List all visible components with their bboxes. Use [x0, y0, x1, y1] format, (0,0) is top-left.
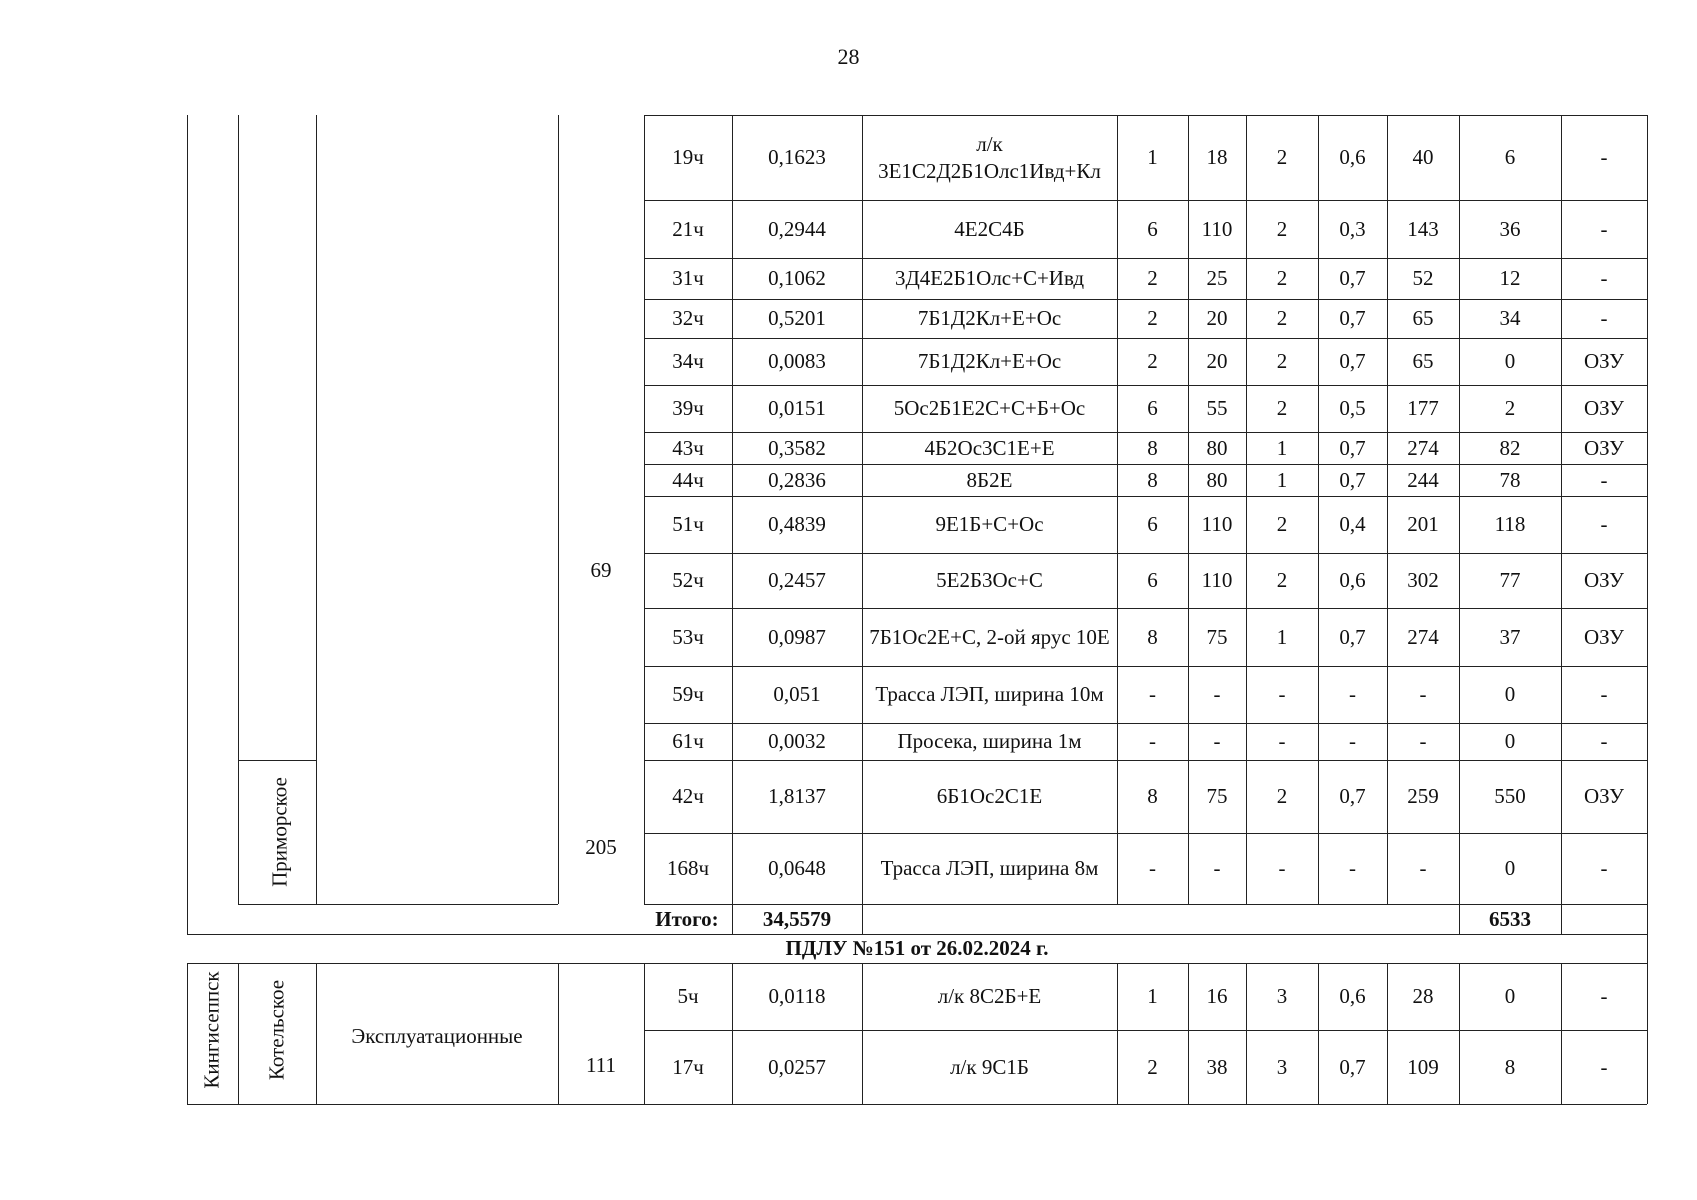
- age-cell: -: [1213, 682, 1221, 706]
- stock-cell: 36: [1499, 216, 1521, 241]
- stock-cell: 37: [1499, 624, 1521, 649]
- category-cell: ОЗУ: [1583, 624, 1625, 649]
- area-cell: 0,0118: [768, 984, 826, 1008]
- table-rule-vertical: [1117, 115, 1118, 904]
- category-cell: ОЗУ: [1583, 349, 1625, 373]
- density-cell: 0,6: [1339, 984, 1366, 1008]
- category-cell: -: [1600, 306, 1608, 330]
- category-cell: -: [1600, 467, 1608, 492]
- age-class-cell: 1: [1147, 145, 1158, 169]
- purpose-column-rule: [558, 115, 559, 904]
- table-rule-vertical: [1246, 963, 1247, 1104]
- composition-cell: 5Ос2Б1Е2С+С+Б+Ос: [893, 396, 1086, 420]
- table-rule-vertical: [862, 904, 863, 934]
- forestry-column-rule: [187, 115, 188, 935]
- bonitet-cell: 2: [1276, 266, 1288, 290]
- composition-cell: 4Е2С4Б: [954, 216, 1025, 241]
- age-cell: -: [1213, 729, 1221, 753]
- age-class-cell: 2: [1147, 349, 1158, 373]
- table-rule-vertical: [1318, 115, 1319, 904]
- stock-per-ha-cell: 52: [1412, 266, 1434, 290]
- stock-per-ha-cell: 109: [1407, 1054, 1439, 1079]
- forestry-column-rule: [187, 963, 188, 1104]
- vydel-cell: 51ч: [672, 512, 704, 536]
- stock-per-ha-cell: -: [1419, 682, 1427, 706]
- bonitet-cell: 1: [1276, 435, 1288, 460]
- bonitet-cell: -: [1278, 856, 1286, 880]
- table-rule-vertical: [732, 115, 733, 904]
- table-rule-vertical: [1459, 115, 1460, 904]
- table-right-rule: [1647, 904, 1648, 964]
- area-cell: 0,1062: [768, 266, 826, 290]
- density-cell: 0,7: [1339, 467, 1366, 492]
- density-cell: -: [1349, 729, 1356, 753]
- composition-cell: л/к 3Е1С2Д2Б1Олс1Ивд+Кл: [878, 131, 1101, 183]
- bonitet-cell: 2: [1276, 396, 1288, 420]
- age-cell: 20: [1206, 306, 1228, 330]
- composition-cell: 7Б1Д2Кл+Е+Ос: [917, 306, 1062, 330]
- age-class-cell: -: [1149, 682, 1156, 706]
- area-cell: 0,4839: [768, 512, 826, 536]
- category-cell: -: [1600, 145, 1608, 169]
- stock-per-ha-cell: -: [1419, 729, 1427, 753]
- table-rule-vertical: [1117, 963, 1118, 1104]
- density-cell: 0,7: [1339, 349, 1366, 373]
- stock-cell: 34: [1499, 306, 1521, 330]
- density-cell: 0,3: [1339, 216, 1366, 241]
- vydel-cell: 61ч: [672, 729, 704, 753]
- category-cell: -: [1600, 1054, 1608, 1079]
- age-class-cell: 8: [1147, 624, 1158, 649]
- vydel-cell: 32ч: [672, 306, 704, 330]
- table-rule-vertical: [1387, 963, 1388, 1104]
- age-class-cell: 6: [1147, 568, 1158, 592]
- age-class-cell: 8: [1147, 467, 1158, 492]
- age-class-cell: 6: [1147, 216, 1158, 241]
- age-class-cell: 8: [1147, 784, 1158, 808]
- category-cell: -: [1600, 682, 1608, 706]
- area-cell: 0,1623: [768, 145, 826, 169]
- purpose-column-rule: [316, 115, 317, 904]
- density-cell: 0,6: [1339, 145, 1366, 169]
- area-cell: 0,2944: [768, 216, 826, 241]
- stock-cell: 0: [1504, 856, 1516, 880]
- table-rule-vertical: [862, 115, 863, 904]
- vydel-cell: 39ч: [672, 396, 704, 420]
- age-class-cell: 1: [1147, 984, 1158, 1008]
- section-title: ПДЛУ №151 от 26.02.2024 г.: [785, 936, 1049, 960]
- age-class-cell: 6: [1147, 396, 1158, 420]
- density-cell: -: [1349, 682, 1356, 706]
- bonitet-cell: 3: [1276, 1054, 1288, 1079]
- vydel-cell: 44ч: [672, 467, 704, 492]
- age-cell: 75: [1206, 624, 1228, 649]
- area-cell: 1,8137: [768, 784, 826, 808]
- vydel-cell: 168ч: [666, 856, 710, 880]
- area-cell: 0,3582: [768, 435, 826, 460]
- category-cell: ОЗУ: [1583, 784, 1625, 808]
- composition-cell: 8Б2Е: [966, 467, 1013, 492]
- area-cell: 0,2836: [768, 467, 826, 492]
- table-rule-vertical: [1318, 963, 1319, 1104]
- density-cell: 0,7: [1339, 306, 1366, 330]
- age-cell: 80: [1206, 467, 1228, 492]
- area-cell: 0,0257: [768, 1054, 826, 1079]
- quarter-number: 205: [585, 834, 617, 859]
- district-column-rule: [238, 963, 239, 1104]
- table-rule-vertical: [732, 963, 733, 1104]
- page-number: 28: [837, 44, 860, 69]
- age-cell: 110: [1201, 568, 1233, 592]
- table-rule-vertical: [1246, 115, 1247, 904]
- stock-cell: 78: [1499, 467, 1521, 492]
- age-class-cell: 2: [1147, 1054, 1158, 1079]
- table-rule-vertical: [1459, 963, 1460, 1104]
- vydel-cell: 52ч: [672, 568, 704, 592]
- composition-cell: 6Б1Ос2С1Е: [936, 784, 1043, 808]
- table-rule-vertical: [1561, 963, 1562, 1104]
- vydel-cell: 31ч: [672, 266, 704, 290]
- area-cell: 0,0987: [768, 624, 826, 649]
- stock-per-ha-cell: 28: [1412, 984, 1434, 1008]
- composition-cell: 4Б2Ос3С1Е+Е: [924, 435, 1055, 460]
- vydel-cell: 43ч: [672, 435, 704, 460]
- vydel-cell: 17ч: [672, 1054, 704, 1079]
- composition-cell: л/к 9С1Б: [950, 1054, 1029, 1079]
- category-cell: -: [1600, 512, 1608, 536]
- quarter-number: 111: [586, 1052, 616, 1077]
- bonitet-cell: -: [1278, 729, 1286, 753]
- density-cell: 0,6: [1339, 568, 1366, 592]
- bonitet-cell: 1: [1276, 624, 1288, 649]
- bonitet-cell: -: [1278, 682, 1286, 706]
- category-cell: ОЗУ: [1583, 435, 1625, 460]
- stock-cell: 8: [1504, 1054, 1516, 1079]
- district-name-vertical: Котельское: [264, 979, 289, 1081]
- composition-cell: Трасса ЛЭП, ширина 10м: [875, 682, 1104, 706]
- composition-cell: Трасса ЛЭП, ширина 8м: [880, 856, 1099, 880]
- age-cell: 18: [1206, 145, 1228, 169]
- density-cell: 0,7: [1339, 435, 1366, 460]
- category-cell: -: [1600, 216, 1608, 241]
- subtotal-volume: 6533: [1489, 906, 1531, 931]
- age-cell: 80: [1206, 435, 1228, 460]
- bonitet-cell: 2: [1276, 568, 1288, 592]
- left-block-bottom-rule: [238, 904, 558, 905]
- area-cell: 0,2457: [768, 568, 826, 592]
- stock-cell: 0: [1504, 729, 1516, 753]
- stock-per-ha-cell: 65: [1412, 306, 1434, 330]
- table-rule-vertical: [1188, 963, 1189, 1104]
- table-rule-vertical: [1561, 904, 1562, 934]
- stock-cell: 6: [1504, 145, 1516, 169]
- vydel-cell: 42ч: [672, 784, 704, 808]
- stock-per-ha-cell: 259: [1407, 784, 1439, 808]
- table-rule-vertical: [1561, 115, 1562, 904]
- area-cell: 0,5201: [768, 306, 826, 330]
- density-cell: 0,7: [1339, 624, 1366, 649]
- table-rule-vertical: [1188, 115, 1189, 904]
- density-cell: -: [1349, 856, 1356, 880]
- vydel-cell: 34ч: [672, 349, 704, 373]
- quarter-number: 69: [590, 557, 612, 582]
- vydel-cell: 19ч: [672, 145, 704, 169]
- density-cell: 0,7: [1339, 784, 1366, 808]
- category-cell: -: [1600, 856, 1608, 880]
- subtotal-area: 34,5579: [762, 906, 832, 931]
- category-cell: -: [1600, 266, 1608, 290]
- age-cell: 110: [1201, 512, 1233, 536]
- density-cell: 0,7: [1339, 266, 1366, 290]
- composition-cell: 9Е1Б+С+Ос: [935, 512, 1044, 536]
- stock-per-ha-cell: 302: [1407, 568, 1439, 592]
- bonitet-cell: 2: [1276, 512, 1288, 536]
- bonitet-cell: 2: [1276, 784, 1288, 808]
- bonitet-cell: 2: [1276, 349, 1288, 373]
- stock-per-ha-cell: 65: [1412, 349, 1434, 373]
- stock-per-ha-cell: -: [1419, 856, 1427, 880]
- density-cell: 0,4: [1339, 512, 1366, 536]
- purpose-column-rule: [558, 963, 559, 1104]
- age-cell: 16: [1206, 984, 1228, 1008]
- density-cell: 0,5: [1339, 396, 1366, 420]
- age-class-cell: -: [1149, 729, 1156, 753]
- table-rule-vertical: [644, 115, 645, 904]
- vydel-cell: 5ч: [677, 984, 699, 1008]
- vydel-cell: 53ч: [672, 624, 704, 649]
- category-cell: ОЗУ: [1583, 396, 1625, 420]
- category-cell: -: [1600, 984, 1608, 1008]
- age-class-cell: 2: [1147, 266, 1158, 290]
- area-cell: 0,0648: [768, 856, 826, 880]
- area-cell: 0,0083: [768, 349, 826, 373]
- age-class-cell: 2: [1147, 306, 1158, 330]
- stock-per-ha-cell: 201: [1407, 512, 1439, 536]
- district-name-vertical: Приморское: [267, 777, 292, 887]
- purpose-name: Эксплуатационные: [351, 1023, 523, 1048]
- table-rule-vertical: [1387, 115, 1388, 904]
- category-cell: ОЗУ: [1583, 568, 1625, 592]
- composition-cell: л/к 8С2Б+Е: [937, 984, 1042, 1008]
- bonitet-cell: 2: [1276, 216, 1288, 241]
- bonitet-cell: 1: [1276, 467, 1288, 492]
- stock-per-ha-cell: 40: [1412, 145, 1434, 169]
- stock-cell: 12: [1499, 266, 1521, 290]
- bonitet-cell: 3: [1276, 984, 1288, 1008]
- age-cell: 110: [1201, 216, 1233, 241]
- composition-cell: 7Б1Д2Кл+Е+Ос: [917, 349, 1062, 373]
- stock-cell: 2: [1504, 396, 1516, 420]
- bonitet-cell: 2: [1276, 145, 1288, 169]
- forestry-name-vertical: Кингисеппск: [199, 971, 224, 1089]
- area-cell: 0,051: [773, 682, 821, 706]
- table-rule-vertical: [644, 963, 645, 1104]
- age-class-cell: -: [1149, 856, 1156, 880]
- age-class-cell: 6: [1147, 512, 1158, 536]
- density-cell: 0,7: [1339, 1054, 1366, 1079]
- table-rule-vertical: [1647, 115, 1648, 904]
- stock-per-ha-cell: 143: [1407, 216, 1439, 241]
- area-cell: 0,0151: [768, 396, 826, 420]
- stock-cell: 82: [1499, 435, 1521, 460]
- stock-per-ha-cell: 177: [1407, 396, 1439, 420]
- stock-cell: 0: [1504, 682, 1516, 706]
- stock-cell: 550: [1494, 784, 1526, 808]
- age-cell: 55: [1206, 396, 1228, 420]
- subtotal-label: Итого:: [655, 906, 719, 931]
- table-bottom-rule: [187, 1104, 1647, 1105]
- stock-per-ha-cell: 274: [1407, 435, 1439, 460]
- stock-cell: 0: [1504, 349, 1516, 373]
- age-cell: 38: [1206, 1054, 1228, 1079]
- stock-cell: 0: [1504, 984, 1516, 1008]
- age-cell: -: [1213, 856, 1221, 880]
- age-cell: 75: [1206, 784, 1228, 808]
- category-cell: -: [1600, 729, 1608, 753]
- district-split-rule: [238, 760, 316, 761]
- bonitet-cell: 2: [1276, 306, 1288, 330]
- table-rule-vertical: [1647, 963, 1648, 1104]
- stock-cell: 77: [1499, 568, 1521, 592]
- area-cell: 0,0032: [768, 729, 826, 753]
- district-column-rule: [238, 115, 239, 904]
- age-cell: 20: [1206, 349, 1228, 373]
- age-cell: 25: [1206, 266, 1228, 290]
- composition-cell: 5Е2Б3Ос+С: [936, 568, 1043, 592]
- composition-cell: 3Д4Е2Б1Олс+С+Ивд: [894, 266, 1085, 290]
- age-class-cell: 8: [1147, 435, 1158, 460]
- table-rule-vertical: [862, 963, 863, 1104]
- stock-cell: 118: [1494, 512, 1526, 536]
- stock-per-ha-cell: 274: [1407, 624, 1439, 649]
- stock-per-ha-cell: 244: [1407, 467, 1439, 492]
- composition-cell: Просека, ширина 1м: [897, 729, 1082, 753]
- composition-cell: 7Б1Ос2Е+С, 2-ой ярус 10Е: [869, 624, 1110, 649]
- vydel-cell: 21ч: [672, 216, 704, 241]
- vydel-cell: 59ч: [672, 682, 704, 706]
